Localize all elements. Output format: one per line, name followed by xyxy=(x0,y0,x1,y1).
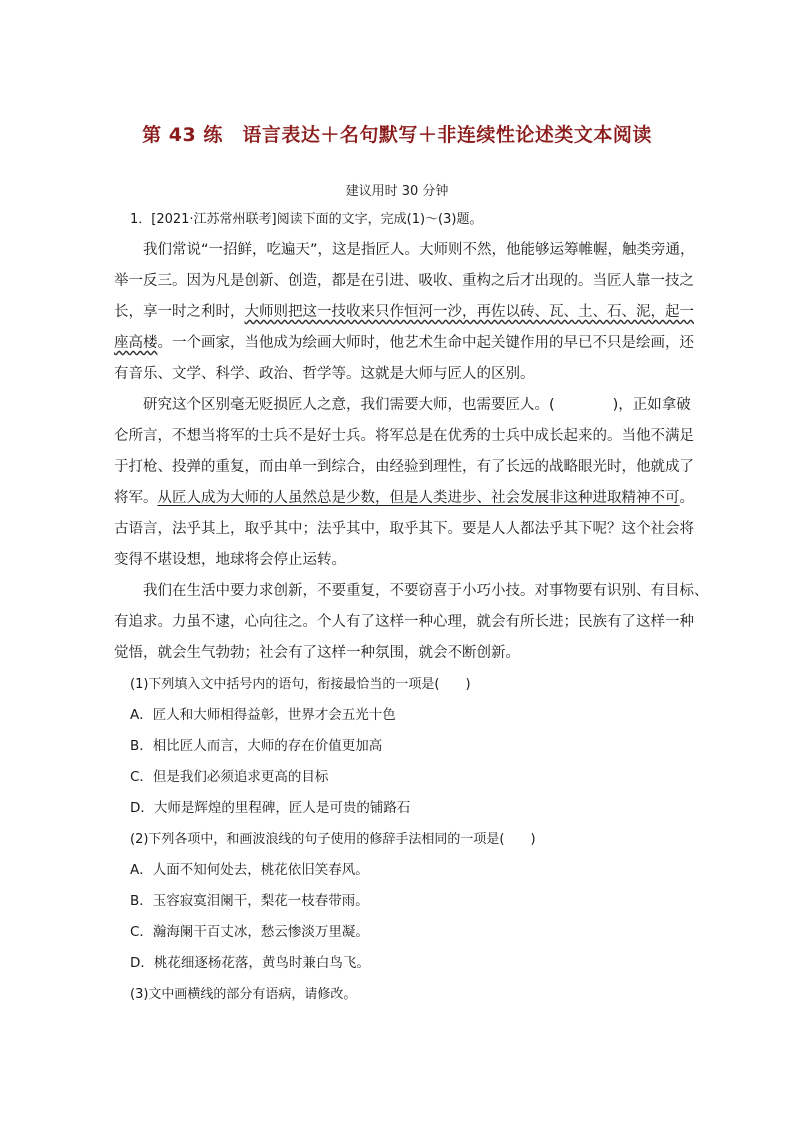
text-line: 于打枪、投弹的重复，而由单一到综合，由经验到理性，有了长远的战略眼光时，他就成了 xyxy=(114,459,694,475)
text-line: 举一反三。因为凡是创新、创造，都是在引进、吸收、重构之后才出现的。当匠人靠一技之 xyxy=(114,273,694,289)
question-stem: (1)下列填入文中括号内的语句，衔接最恰当的一项是( ) xyxy=(130,677,471,692)
sub-question-1 xyxy=(114,669,680,824)
option-a: A．匠人和大师相得益彰，世界才会五光十色 xyxy=(130,707,396,723)
underlined-sentence: 从匠人成为大师的人虽然总是少数，但是人类进步、社会发展非这种进取精神不可 xyxy=(157,490,680,506)
text-line: 我们常说“一招鲜，吃遍天”，这是指匠人。大师则不然，他能够运筹帷幄，触类旁通， xyxy=(143,242,695,258)
option-d: D．大师是辉煌的里程碑，匠人是可贵的铺路石 xyxy=(130,800,411,816)
sub-question-3 xyxy=(114,979,680,1010)
paragraph-2 xyxy=(114,390,694,576)
wavy-underlined-sentence: 大师则把这一技收来只作恒河一沙，再佐以砖、瓦、土、石、泥，起一 xyxy=(244,304,694,320)
option-c: C．瀚海阑干百丈冰，愁云惨淡万里凝。 xyxy=(130,924,369,940)
text-segment: 长，享一时之利时， xyxy=(114,304,245,320)
question-stem: (3)文中画横线的部分有语病，请修改。 xyxy=(130,987,357,1002)
text-line: 有追求。力虽不逮，心向往之。个人有了这样一种心理，就会有所长进；民族有了这样一种 xyxy=(114,614,694,630)
question-intro: 1．[2021·江苏常州联考]阅读下面的文字，完成(1)～(3)题。 xyxy=(130,212,483,227)
paragraph-1 xyxy=(114,235,695,390)
text-line: 古语言，法乎其上，取乎其中；法乎其中，取乎其下。要是人人都法乎其下呢？这个社会将 xyxy=(114,521,694,537)
option-b: B．相比匠人而言，大师的存在价值更加高 xyxy=(130,738,383,754)
suggested-time: 建议用时 30 分钟 xyxy=(345,184,449,199)
text-segment: 将军。 xyxy=(114,490,158,506)
text-line: 仑所言，不想当将军的士兵不是好士兵。将军总是在优秀的士兵中成长起来的。当他不满足 xyxy=(114,428,694,444)
text-line xyxy=(114,297,694,328)
text-segment: 。一个画家，当他成为绘画大师时，他艺术生命中起关键作用的早已不只是绘画，还 xyxy=(157,335,694,351)
option-a: A．人面不知何处去，桃花依旧笑春风。 xyxy=(130,862,369,878)
option-c: C．但是我们必须追求更高的目标 xyxy=(130,769,329,785)
text-line: 我们在生活中要力求创新，不要重复，不要窃喜于小巧小技。对事物要有识别、有目标、 xyxy=(143,583,709,599)
text-line xyxy=(114,328,694,359)
text-line: 研究这个区别毫无贬损匠人之意，我们需要大师，也需要匠人。( )，正如拿破 xyxy=(143,397,691,413)
paragraph-3 xyxy=(114,576,709,669)
page-title: 第 43 练 语言表达＋名句默写＋非连续性论述类文本阅读 xyxy=(142,124,652,146)
sub-question-2 xyxy=(114,824,680,979)
text-line: 觉悟，就会生气勃勃；社会有了这样一种氛围，就会不断创新。 xyxy=(114,645,520,661)
option-b: B．玉容寂寞泪阑干，梨花一枝春带雨。 xyxy=(130,893,369,909)
question-stem: (2)下列各项中，和画波浪线的句子使用的修辞手法相同的一项是( ) xyxy=(130,832,536,847)
text-line: 变得不堪设想，地球将会停止运转。 xyxy=(114,552,346,568)
text-segment: 。 xyxy=(679,490,694,506)
exercise-body xyxy=(114,204,709,1010)
option-d: D．桃花细逐杨花落，黄鸟时兼白鸟飞。 xyxy=(130,955,370,971)
text-line xyxy=(114,483,694,514)
wavy-underlined-sentence: 座高楼 xyxy=(114,335,158,351)
text-line: 有音乐、文学、科学、政治、哲学等。这就是大师与匠人的区别。 xyxy=(114,366,535,382)
